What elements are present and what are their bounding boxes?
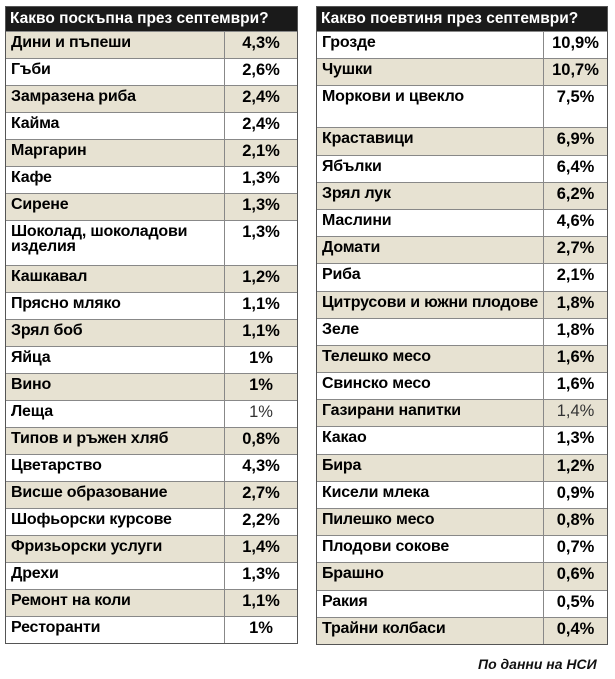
price-decrease-rows (317, 31, 607, 644)
item-name: Плодови сокове (317, 536, 544, 562)
item-name: Краставици (317, 128, 544, 154)
item-value: 2,7% (242, 484, 280, 502)
table-row (317, 562, 607, 589)
table-row (6, 454, 297, 481)
table-row (317, 426, 607, 453)
item-name: Зрял боб (6, 320, 225, 346)
table-row (6, 481, 297, 508)
item-value: 0,7% (556, 538, 595, 557)
table-row (317, 209, 607, 236)
item-value: 1,1% (242, 592, 280, 610)
table-row (6, 265, 297, 292)
table-row (6, 535, 297, 562)
item-value: 2,7% (556, 239, 595, 258)
item-value: 4,3% (242, 34, 280, 52)
item-name: Грозде (317, 32, 544, 58)
item-name: Чушки (317, 59, 544, 85)
table-row (317, 318, 607, 345)
item-value: 7,5% (556, 88, 595, 107)
table-row (317, 58, 607, 85)
table-row (317, 127, 607, 154)
item-name: Шофьорски курсове (6, 509, 225, 535)
table-row (317, 85, 607, 127)
item-name: Риба (317, 264, 544, 290)
table-row (317, 31, 607, 58)
table-row (317, 535, 607, 562)
item-name: Цитрусови и южни плодове (317, 292, 544, 318)
price-increase-table (5, 6, 298, 644)
item-name: Леща (6, 401, 225, 427)
item-name: Замразена риба (6, 86, 225, 112)
table-row (317, 155, 607, 182)
item-name: Свинско месо (317, 373, 544, 399)
table-row (6, 31, 297, 58)
item-value: 1,3% (242, 223, 280, 241)
table-row (6, 292, 297, 319)
item-value: 2,2% (242, 511, 280, 529)
item-name: Сирене (6, 194, 225, 220)
item-name: Бира (317, 455, 544, 481)
table-row (6, 193, 297, 220)
table-row (6, 400, 297, 427)
table-row (317, 590, 607, 617)
table-row (317, 345, 607, 372)
item-name: Яйца (6, 347, 225, 373)
table-row (6, 58, 297, 85)
table-row (317, 481, 607, 508)
table-row (317, 399, 607, 426)
item-value: 0,5% (556, 592, 595, 611)
table-row (6, 589, 297, 616)
item-name: Пилешко месо (317, 509, 544, 535)
item-value: 6,2% (556, 184, 595, 203)
item-value: 1,4% (556, 402, 595, 421)
source-note: По данни на НСИ (478, 656, 597, 672)
item-value: 1,6% (556, 375, 595, 394)
table-row (317, 617, 607, 644)
item-name: Моркови и цвекло (317, 86, 544, 127)
item-value: 2,4% (242, 115, 280, 133)
price-increase-rows (6, 31, 297, 643)
item-value: 0,6% (556, 565, 595, 584)
item-name: Ремонт на коли (6, 590, 225, 616)
item-value: 6,4% (556, 157, 595, 176)
item-value: 1,8% (556, 320, 595, 339)
table-row (317, 263, 607, 290)
table-row (6, 562, 297, 589)
table-row (6, 508, 297, 535)
table-row (6, 319, 297, 346)
item-name: Зрял лук (317, 183, 544, 209)
item-name: Какао (317, 427, 544, 453)
table-row (6, 616, 297, 643)
table-row (6, 139, 297, 166)
table-row (6, 220, 297, 265)
table-row (317, 291, 607, 318)
item-name: Типов и ръжен хляб (6, 428, 225, 454)
table-row (6, 427, 297, 454)
table-row (317, 508, 607, 535)
item-value: 1% (249, 619, 273, 637)
table-row (6, 112, 297, 139)
table-row (6, 346, 297, 373)
item-value: 0,9% (556, 483, 595, 502)
item-value: 1,3% (242, 196, 280, 214)
item-name: Ресторанти (6, 617, 225, 643)
item-name: Прясно мляко (6, 293, 225, 319)
item-value: 10,9% (552, 34, 599, 52)
table-row (6, 166, 297, 193)
item-value: 1,3% (556, 429, 595, 448)
item-name: Висше образование (6, 482, 225, 508)
item-name: Ракия (317, 591, 544, 617)
item-name: Вино (6, 374, 225, 400)
item-value: 2,1% (242, 142, 280, 160)
table-row (317, 182, 607, 209)
item-name: Кафе (6, 167, 225, 193)
item-value: 0,8% (556, 511, 595, 529)
item-name: Дрехи (6, 563, 225, 589)
item-value: 6,9% (556, 130, 595, 149)
item-name: Кисели млека (317, 482, 544, 508)
item-value: 1,1% (242, 295, 280, 313)
item-value: 1,6% (556, 347, 595, 366)
item-name: Зеле (317, 319, 544, 345)
table-row (317, 372, 607, 399)
item-name: Фризьорски услуги (6, 536, 225, 562)
item-name: Дини и пъпеши (6, 32, 225, 58)
item-value: 2,1% (556, 266, 595, 285)
item-value: 0,4% (556, 619, 595, 638)
item-value: 4,6% (556, 211, 595, 230)
price-increase-title: Какво поскъпна през септември? (6, 7, 297, 31)
item-value: 1% (249, 376, 273, 394)
table-row (6, 373, 297, 400)
item-value: 2,6% (242, 61, 280, 79)
item-name: Брашно (317, 563, 544, 589)
item-value: 1,1% (242, 322, 280, 340)
item-value: 1,8% (556, 293, 595, 312)
item-name: Кашкавал (6, 266, 225, 292)
table-row (6, 85, 297, 112)
item-value: 1,2% (242, 268, 280, 286)
price-decrease-title: Какво поевтиня през септември? (317, 7, 607, 31)
item-name: Маргарин (6, 140, 225, 166)
item-value: 0,8% (242, 430, 280, 448)
item-value: 2,4% (242, 88, 280, 106)
item-name: Газирани напитки (317, 400, 544, 426)
item-value: 1,4% (242, 538, 280, 556)
item-name: Ябълки (317, 156, 544, 182)
item-name: Шоколад, шоколадови изделия (6, 221, 225, 265)
item-value: 10,7% (552, 61, 599, 80)
item-name: Телешко месо (317, 346, 544, 372)
price-decrease-table (316, 6, 608, 645)
item-value: 1% (249, 349, 273, 367)
item-name: Кайма (6, 113, 225, 139)
item-name: Маслини (317, 210, 544, 236)
item-value: 4,3% (242, 457, 280, 475)
table-row (317, 454, 607, 481)
item-value: 1,3% (242, 565, 280, 583)
item-name: Гъби (6, 59, 225, 85)
item-value: 1,3% (242, 169, 280, 187)
item-value: 1% (249, 403, 273, 421)
table-row (317, 236, 607, 263)
item-value: 1,2% (556, 456, 595, 475)
item-name: Домати (317, 237, 544, 263)
item-name: Цветарство (6, 455, 225, 481)
item-name: Трайни колбаси (317, 618, 544, 644)
